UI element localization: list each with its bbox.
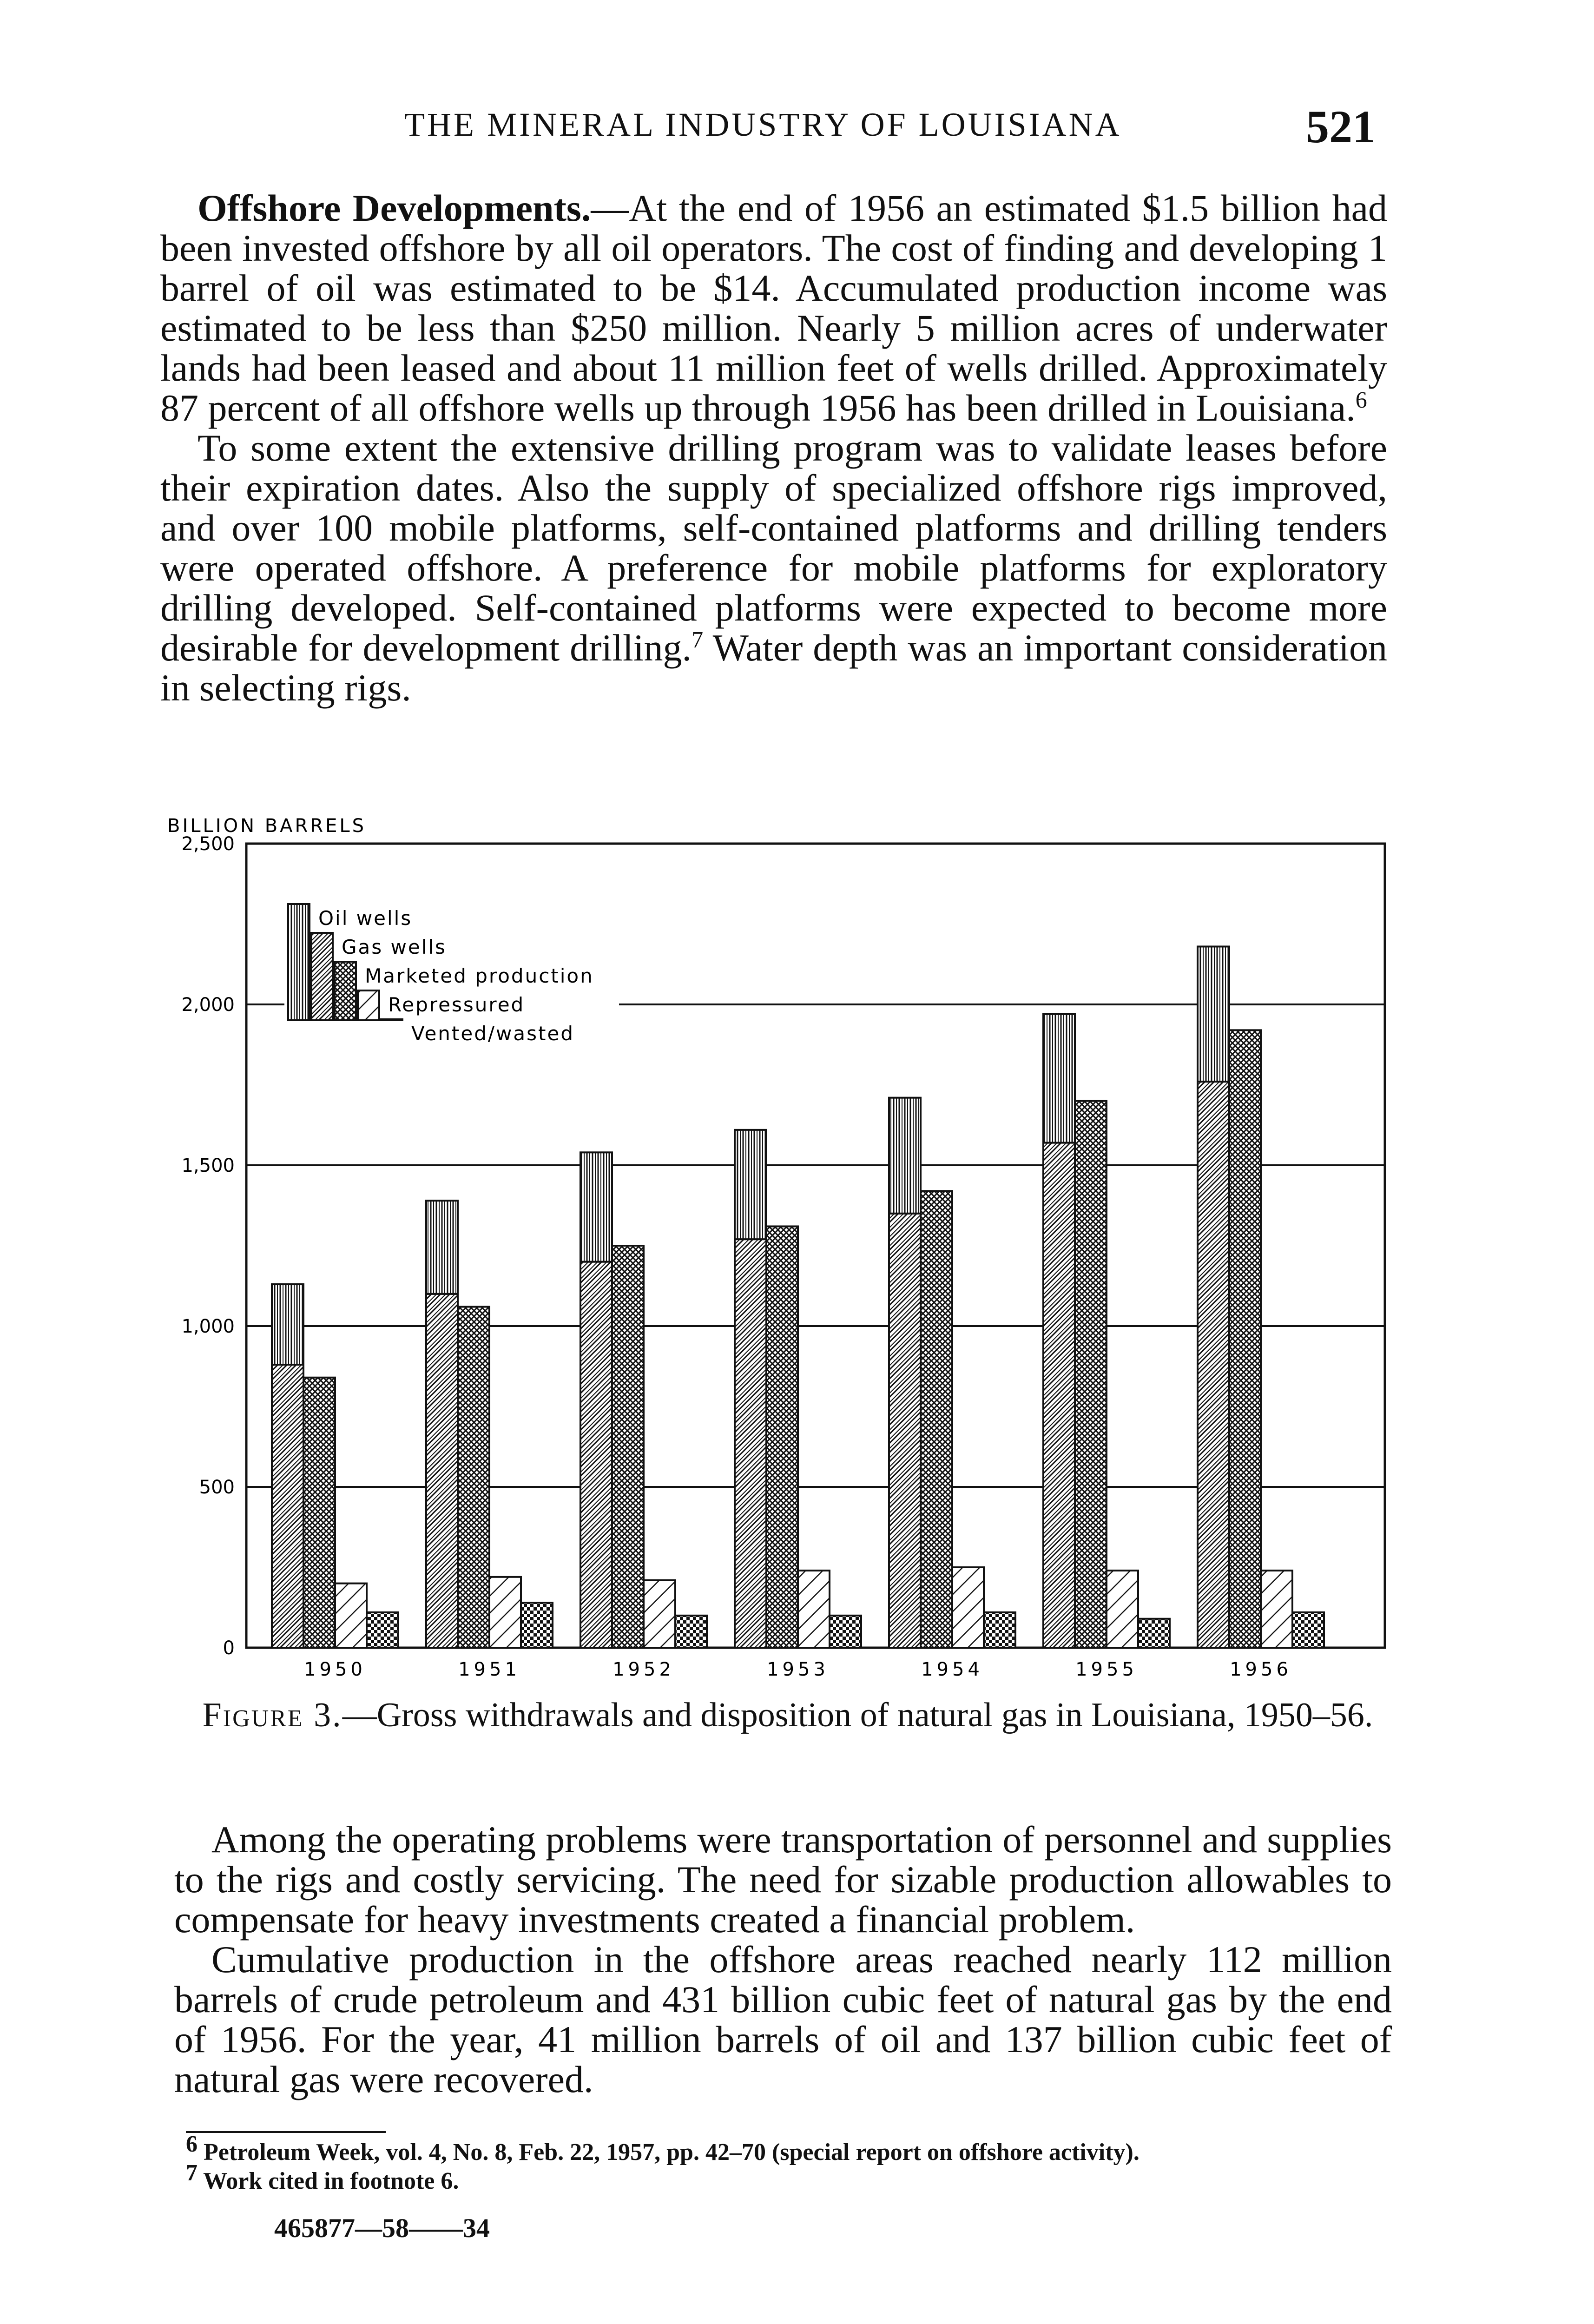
- legend-label: Marketed production: [365, 964, 594, 987]
- bar-vented-wasted: [521, 1603, 553, 1648]
- bar-marketed-production: [303, 1378, 335, 1648]
- footnote-ref: 7: [692, 626, 704, 653]
- bar-vented-wasted: [1292, 1612, 1324, 1648]
- bar-gas-wells: [1198, 1082, 1229, 1648]
- legend-swatch: [335, 962, 356, 1020]
- bar-repressured: [335, 1584, 367, 1648]
- bar-marketed-production: [1075, 1101, 1107, 1648]
- bar-vented-wasted: [367, 1612, 398, 1648]
- bar-gas-wells: [735, 1239, 766, 1648]
- y-tick-label: 2,500: [181, 833, 235, 855]
- paragraph-text: Water depth was an important consideration in selecting rigs.: [160, 627, 1387, 709]
- footnote-rule: [186, 2131, 386, 2133]
- x-tick-label: 1954: [921, 1659, 983, 1680]
- bar-marketed-production: [766, 1226, 798, 1648]
- footnote-ref: 6: [1355, 386, 1367, 413]
- paragraph-cumulative-production: Cumulative production in the offshore areas reached nearly 112 million barrels of crude petroleum and 431 billion cubic feet of natural gas by the end of 1956. For the year, 41 million barrels of oil and 137 billion cubic feet of natural gas were recovered.: [174, 1938, 1392, 2100]
- bar-marketed-production: [1229, 1030, 1261, 1648]
- bar-repressured: [1261, 1571, 1292, 1648]
- y-tick-label: 500: [199, 1477, 235, 1498]
- figure-caption: [172, 1697, 1403, 1734]
- bar-marketed-production: [458, 1307, 489, 1648]
- bar-gas-wells: [889, 1214, 921, 1648]
- x-tick-label: 1956: [1230, 1659, 1292, 1680]
- body-text-bottom: [174, 1820, 1392, 2100]
- bar-oil-wells: [272, 1284, 303, 1365]
- footnote: $^6$ Petroleum Week, vol. 4, No. 8, Feb. 22, 1957, pp. 42–70 (special report on offshore activity).: [186, 2130, 1140, 2166]
- bar-oil-wells: [580, 1152, 612, 1261]
- y-tick-label: 1,000: [181, 1316, 235, 1337]
- paragraph-text: To some extent the extensive drilling program was to validate leases before their expiration dates. Also the supply of specialized offshore rigs improved, and over 100 mobile platforms, self-contained platforms and drilling tenders were operated offshore. A preference for mobile platforms for exploratory drilling developed. Self-contained platforms were expected to become more desirable for development drilling.: [160, 427, 1387, 669]
- bar-vented-wasted: [1138, 1619, 1170, 1648]
- bar-repressured: [489, 1577, 521, 1648]
- bar-gas-wells: [272, 1365, 303, 1648]
- bar-gas-wells: [580, 1262, 612, 1648]
- printer-code: 465877—58——34: [274, 2213, 490, 2243]
- bar-oil-wells: [735, 1130, 766, 1239]
- bar-gas-wells: [426, 1294, 458, 1648]
- legend-label: Oil wells: [318, 907, 413, 930]
- bar-gas-wells: [1043, 1143, 1075, 1648]
- legend-label: Repressured: [388, 993, 525, 1016]
- y-tick-label: 0: [223, 1637, 235, 1659]
- bar-repressured: [798, 1571, 830, 1648]
- paragraph-operating-problems: Among the operating problems were transportation of personnel and supplies to the rigs and costly servicing. The need for sizable production allowables to compensate for heavy investments created a financial problem.: [174, 1818, 1392, 1941]
- legend-swatch: [311, 933, 333, 1020]
- bar-oil-wells: [426, 1201, 458, 1294]
- bar-oil-wells: [1043, 1014, 1075, 1143]
- legend-swatch: [288, 904, 310, 1020]
- bar-vented-wasted: [675, 1616, 707, 1648]
- figure-label: Figure 3.: [202, 1696, 343, 1734]
- page-number: 521: [1306, 101, 1376, 152]
- bar-marketed-production: [612, 1246, 644, 1648]
- x-tick-label: 1951: [458, 1659, 520, 1680]
- bar-repressured: [644, 1580, 675, 1648]
- bar-repressured: [1107, 1571, 1138, 1648]
- bar-marketed-production: [921, 1191, 952, 1648]
- y-tick-label: 1,500: [181, 1155, 235, 1176]
- footnote: $^7$ Work cited in footnote 6.: [186, 2159, 459, 2194]
- bar-vented-wasted: [984, 1612, 1015, 1648]
- footnotes: [186, 2130, 1371, 2196]
- bar-oil-wells: [889, 1098, 921, 1214]
- legend-swatch: [381, 1019, 402, 1020]
- y-axis-label: BILLION BARRELS: [167, 815, 367, 837]
- paragraph-text: —At the end of 1956 an estimated $1.5 billion had been invested offshore by all oil operators. The cost of finding and developing 1 barrel of oil was estimated to be $14. Accumulated production income was estimated to be less than $250 million. Nearly 5 million acres of underwater lands had been leased and about 11 million feet of wells drilled. Approximately 87 percent of all offshore wells up through 1956 has been drilled in Louisiana.: [160, 187, 1387, 429]
- x-tick-label: 1950: [304, 1659, 366, 1680]
- legend-label: Gas wells: [342, 936, 447, 958]
- bar-vented-wasted: [830, 1616, 861, 1648]
- legend-label: Vented/wasted: [411, 1022, 574, 1045]
- x-tick-label: 1955: [1075, 1659, 1138, 1680]
- x-tick-label: 1953: [767, 1659, 829, 1680]
- y-tick-label: 2,000: [181, 994, 235, 1016]
- figure-caption-text: —Gross withdrawals and disposition of natural gas in Louisiana, 1950–56.: [342, 1696, 1373, 1734]
- x-tick-label: 1952: [613, 1659, 675, 1680]
- section-heading: Offshore Developments.: [198, 187, 591, 229]
- bar-oil-wells: [1198, 946, 1229, 1082]
- bar-repressured: [952, 1567, 984, 1648]
- legend-swatch: [358, 990, 379, 1020]
- running-head: THE MINERAL INDUSTRY OF LOUISIANA: [404, 106, 1122, 143]
